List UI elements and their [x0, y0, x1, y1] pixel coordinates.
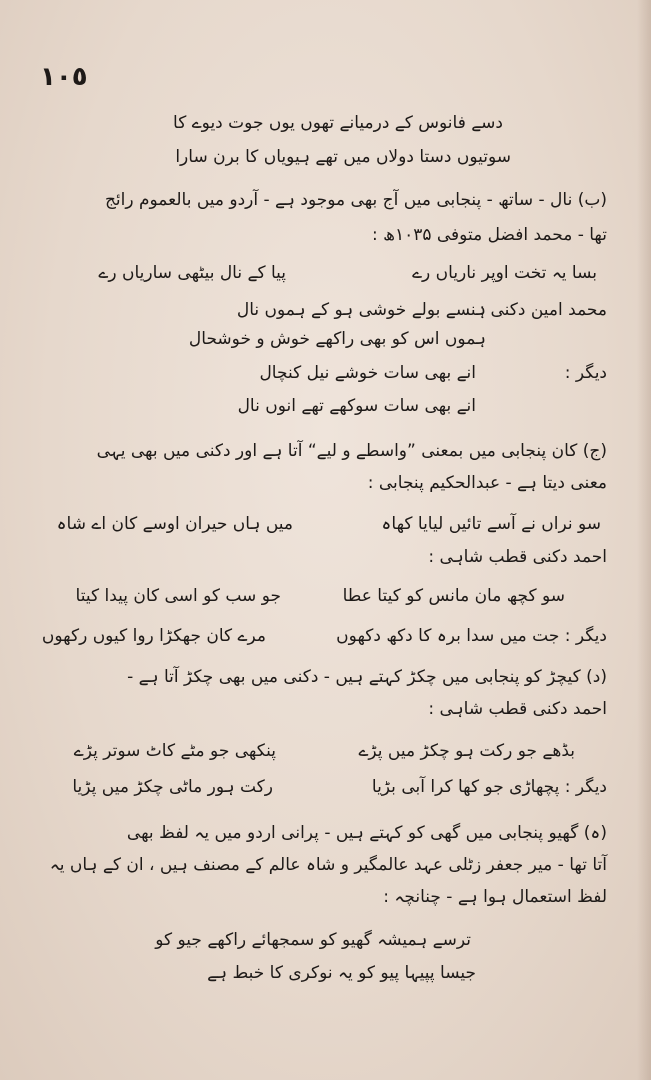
verse-line: بسا یہ تخت اوپر ناریاں رے: [412, 263, 597, 283]
speaker-label: محمد امین دکنی :: [479, 300, 607, 320]
verse-line: پنکھی جو مٹے کاٹ سوتر پڑے: [73, 741, 276, 761]
paragraph-line: تھا - محمد افضل متوفی ۱۰۳۵ھ :: [371, 225, 607, 245]
verse-line: پیا کے نال بیٹھی ساریاں رے: [98, 263, 286, 283]
verse-line: مرے کان جھکڑا روا کیوں رکھوں: [41, 626, 266, 646]
verse-line: ترسے ہمیشہ گھیو کو سمجھائے راکھے جیو کو: [155, 930, 471, 950]
verse-line: جیسا پپیہا پیو کو یہ نوکری کا خبط ہے: [207, 963, 476, 983]
verse-line: ہنسے بولے خوشی ہو کے ہموں نال: [236, 300, 486, 320]
verse-line: دیگر : پچھاڑی جو کھا کرا آبی بڑیا: [371, 777, 607, 797]
verse-line: انے بھی سات خوشے نیل کنچال: [259, 363, 476, 383]
speaker-label: احمد دکنی قطب شاہی :: [428, 547, 607, 567]
verse-line: انے بھی سات سوکھے تھے انوں نال: [237, 396, 476, 416]
verse-line: سو نراں نے آسے تائیں لیایا کھاہ: [381, 514, 601, 534]
paragraph-line: (ب) نال - ساتھ - پنجابی میں آج بھی موجود ہے - آردو میں بالعموم رائج: [104, 190, 607, 210]
page-number: ١٠٥: [40, 62, 88, 92]
verse-line: رکت ہور ماٹی چکڑ میں پڑیا: [72, 777, 273, 797]
paragraph-line: آتا تھا - میر جعفر زٹلی عہد عالمگیر و شاہ عالم کے مصنف ہیں ، ان کے ہاں یہ: [49, 855, 607, 875]
verse-line: دسے فانوس کے درمیانے تھوں یوں جوت دیوے کا: [173, 113, 503, 133]
speaker-label: احمد دکنی قطب شاہی :: [428, 699, 607, 719]
verse-line: میں ہاں حیران اوسے کان اے شاہ: [56, 514, 293, 534]
verse-line: بڈھے جو رکت ہو چکڑ میں پڑے: [358, 741, 575, 761]
verse-line: دیگر : جت میں سدا برہ کا دکھ دکھوں: [336, 626, 607, 646]
verse-line: سو کچھ مان مانس کو کیتا عطا: [342, 586, 565, 606]
speaker-label: دیگر :: [564, 363, 607, 383]
paragraph-line: (د) کیچڑ کو پنجابی میں چکڑ کہتے ہیں - دکنی میں بھی چکڑ آتا ہے -: [127, 667, 607, 687]
verse-line: ہموں اس کو بھی راکھے خوش و خوشحال: [188, 329, 486, 349]
page-edge-shadow: [637, 0, 651, 1080]
paragraph-line: معنی دیتا ہے - عبدالحکیم پنجابی :: [367, 473, 607, 493]
paragraph-line: (ہ) گھیو پنجابی میں گھی کو کہتے ہیں - پرانی اردو میں یہ لفظ بھی: [126, 823, 607, 843]
paragraph-line: (ج) کان پنجابی میں بمعنی ”واسطے و لیے“ آتا ہے اور دکنی میں بھی یہی: [96, 441, 607, 461]
paragraph-line: لفظ استعمال ہوا ہے - چنانچہ :: [383, 887, 607, 907]
verse-line: جو سب کو اسی کان پیدا کیتا: [75, 586, 281, 606]
verse-line: سوتیوں دستا دولاں میں تھے ہیویاں کا برن سارا: [175, 147, 511, 167]
